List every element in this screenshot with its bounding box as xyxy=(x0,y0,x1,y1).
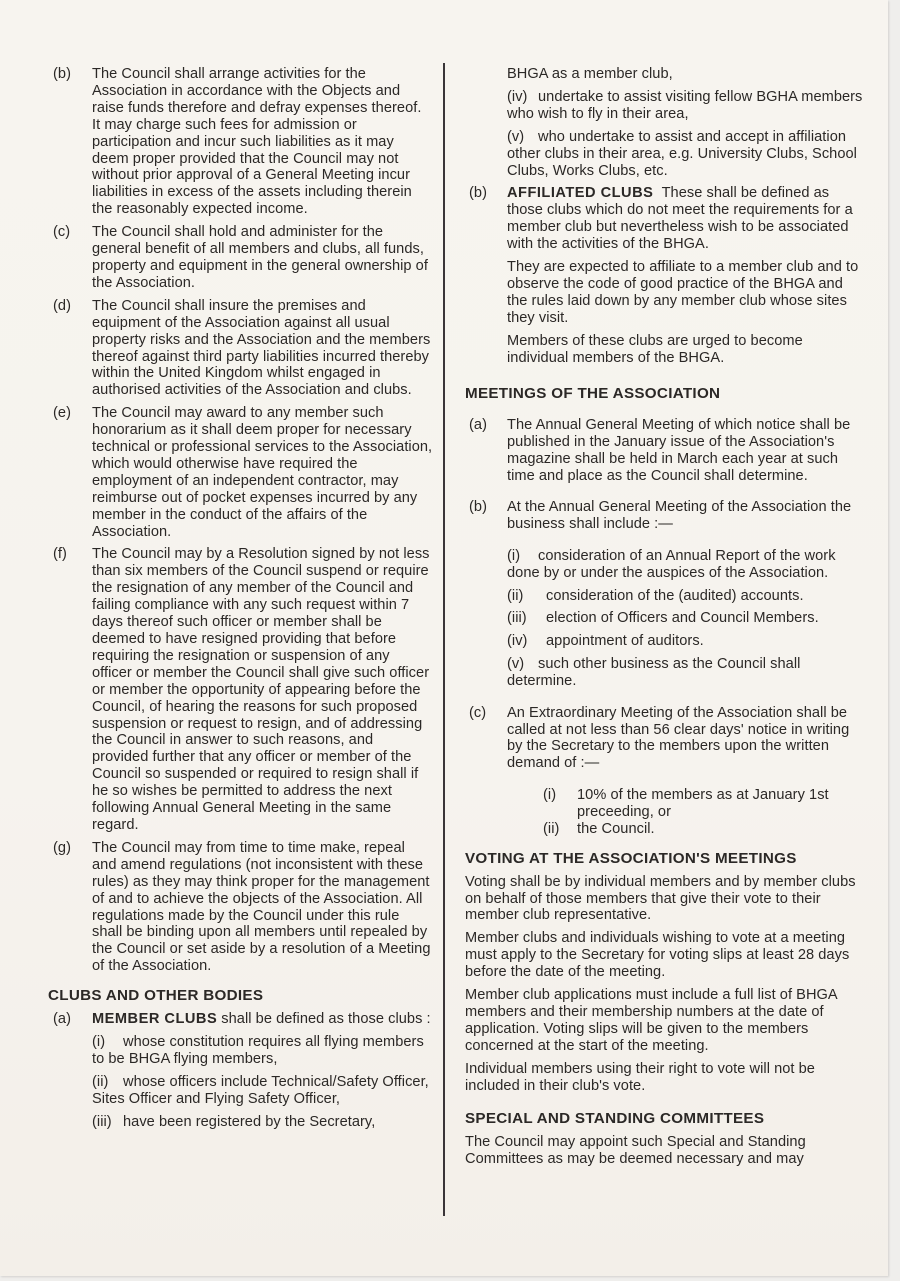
clause-text: The Council shall insure the premises and equipment of the Association against all usual property risks and the Association and the members thereof against third party liabilities incurred thereby within the United Kingdom whilst engaged in authorised activities of the Association and clubs. xyxy=(92,297,431,399)
meeting-clause-a xyxy=(465,417,865,485)
affiliated-paragraph: Members of these clubs are urged to become individual members of the BHGA. xyxy=(507,332,803,366)
clause-text: The Council may award to any member such honorarium as it shall deem proper for necessary technical or professional services to the Association, which would otherwise have required the employment of an independent contractor, may reimburse out of pocket expenses incurred by any member in the conduct of the affairs of the Association. xyxy=(92,405,433,540)
list-item xyxy=(507,610,865,627)
right-column xyxy=(465,66,865,1174)
subitem-number: (ii) xyxy=(507,587,524,604)
clause-label: (c) xyxy=(53,224,71,241)
clause-text: The Council may from time to time make, repeal and amend regulations (not inconsistent with these rules) as they may think proper for the management of and to achieve the objects of the Association. All regulations made by the Council under this rule shall be binding upon all members until repealed by the Council or set aside by a resolution of a Meeting of the Association. xyxy=(92,839,431,975)
council-clause-f xyxy=(53,546,433,833)
clause-text: These shall be defined as those clubs which do not meet the requirements for a member club but nevertheless wish to be associated with the activities of the BHGA. xyxy=(507,185,853,253)
column-divider xyxy=(443,63,445,1216)
subitem-text: undertake to assist visiting fellow BGHA members who wish to fly in their area, xyxy=(507,88,863,122)
member-clubs-continued xyxy=(465,66,865,179)
subitem-number: (v) xyxy=(507,128,525,145)
clause-text: shall be defined as those clubs : xyxy=(217,1011,431,1028)
clause-lead: MEMBER CLUBS xyxy=(92,1011,218,1028)
list-item xyxy=(543,787,865,821)
left-column xyxy=(48,66,433,1137)
affiliated-clubs-clause xyxy=(465,185,865,366)
council-clause-c xyxy=(53,224,433,292)
clause-label: (b) xyxy=(469,499,487,516)
council-clause-e xyxy=(53,405,433,540)
section-heading-committees: SPECIAL AND STANDING COMMITTEES xyxy=(465,1110,765,1128)
subitem-number: (i) xyxy=(507,547,521,564)
subitem-number: (i) xyxy=(543,786,557,803)
clause-text: At the Annual General Meeting of the Association the business shall include :— xyxy=(507,499,852,533)
subitem-text: such other business as the Council shall determine. xyxy=(507,656,801,690)
list-item xyxy=(507,129,865,180)
subitem-text: consideration of an Annual Report of the work done by or under the auspices of the Association. xyxy=(507,547,836,581)
voting-paragraph: Voting shall be by individual members and by member clubs on behalf of those members that give their vote to their member club representative. xyxy=(465,873,856,924)
list-item xyxy=(507,588,865,605)
member-clubs-clause xyxy=(53,1011,433,1130)
subitem-number: (iii) xyxy=(507,610,527,627)
subitem-number: (v) xyxy=(507,656,525,673)
clause-label: (d) xyxy=(53,297,71,314)
affiliated-paragraph: They are expected to affiliate to a member club and to observe the code of good practice of the BHGA and the rules laid down by any member club whose sites they visit. xyxy=(507,259,859,326)
voting-paragraph: Individual members using their right to vote will not be included in their club's vote. xyxy=(465,1060,815,1094)
extraordinary-demand-list xyxy=(507,787,865,838)
subitem-text: who undertake to assist and accept in affiliation other clubs in their area, e.g. University Clubs, School Clubs, Works Clubs, etc. xyxy=(507,128,857,179)
subitem-text: have been registered by the Secretary, xyxy=(123,1113,376,1130)
list-item xyxy=(507,548,865,582)
subitem-text: election of Officers and Council Members. xyxy=(546,610,819,627)
agm-business-list xyxy=(507,548,865,690)
section-heading-voting: VOTING AT THE ASSOCIATION'S MEETINGS xyxy=(465,849,797,867)
clause-text: The Council may by a Resolution signed by not less than six members of the Council suspend or require the resignation of any member of the Council and failing compliance with any such request within 7 days thereof such officer or member shall be deemed to have resigned providing that before requiring the resignation or suspension of any officer or member the Council shall give such officer or member the opportunity of appearing before the Council, of hearing the reasons for such proposed suspension or request to resign, and of addressing the Council in answer to such reasons, and provided further that any officer or member of the Council so suspended or required to resign shall if he so wishes be permitted to address the next following Annual General Meeting in the same regard. xyxy=(92,546,430,833)
subitem-number: (iii) xyxy=(92,1113,112,1130)
subitem-number: (i) xyxy=(92,1034,106,1051)
clause-label: (e) xyxy=(53,405,71,422)
clause-label: (a) xyxy=(53,1011,71,1028)
council-clause-d xyxy=(53,298,433,399)
subitem-text: appointment of auditors. xyxy=(546,633,704,650)
list-item xyxy=(507,656,865,690)
voting-paragraph: Member club applications must include a full list of BHGA members and their membership numbers at the date of application. Voting slips will be given to the members concerned at the start of the meeting. xyxy=(465,987,837,1054)
council-clause-g xyxy=(53,840,433,975)
section-heading-meetings: MEETINGS OF THE ASSOCIATION xyxy=(465,384,721,402)
clause-label: (f) xyxy=(53,546,67,563)
clause-text: The Council shall arrange activities for the Association in accordance with the Objects and raise funds therefore and defray expenses thereof. It may charge such fees for admission or participation and incur such liabilities as it may deem proper provided that the Council may not without prior approval of a General Meeting incur liabilities in excess of the assets including therein the reasonably expected income. xyxy=(92,66,422,218)
clause-label: (c) xyxy=(469,704,487,721)
meeting-clause-c xyxy=(465,705,865,838)
clause-lead: AFFILIATED CLUBS xyxy=(507,185,654,202)
council-clause-b xyxy=(53,66,433,218)
subitem-number: (ii) xyxy=(92,1073,109,1090)
list-item xyxy=(92,1074,433,1108)
clause-label: (a) xyxy=(469,417,487,434)
clause-label: (b) xyxy=(53,66,71,82)
voting-paragraph: Member clubs and individuals wishing to vote at a meeting must apply to the Secretary for voting slips at least 28 days before the date of the meeting. xyxy=(465,930,850,981)
list-item xyxy=(507,633,865,650)
subitem-text: 10% of the members as at January 1st preceeding, or xyxy=(577,786,829,820)
continuation-text: BHGA as a member club, xyxy=(507,66,673,82)
clause-text: The Annual General Meeting of which notice shall be published in the January issue of the Association's magazine shall be held in March each year at such time and place as the Council shall determine. xyxy=(507,417,851,484)
list-item xyxy=(92,1114,433,1131)
list-item xyxy=(92,1034,433,1068)
subitem-number: (iv) xyxy=(507,633,528,650)
committees-paragraph: The Council may appoint such Special and Standing Committees as may be deemed necessary and may xyxy=(465,1134,806,1168)
subitem-text: the Council. xyxy=(577,820,655,837)
section-heading-clubs: CLUBS AND OTHER BODIES xyxy=(48,987,264,1005)
subitem-number: (ii) xyxy=(543,820,560,837)
list-item xyxy=(543,821,865,838)
member-clubs-subitems xyxy=(92,1034,433,1131)
subitem-text: whose officers include Technical/Safety Officer, Sites Officer and Flying Safety Officer, xyxy=(92,1073,429,1107)
meeting-clause-b xyxy=(465,499,865,690)
list-item xyxy=(507,89,865,123)
clause-label: (g) xyxy=(53,839,71,856)
clause-label: (b) xyxy=(469,185,487,202)
subitem-text: whose constitution requires all flying members to be BHGA flying members, xyxy=(92,1034,424,1067)
clause-text: An Extraordinary Meeting of the Association shall be called at not less than 56 clear days' notice in writing by the Secretary to the members upon the written demand of :— xyxy=(507,704,850,772)
subitem-text: consideration of the (audited) accounts. xyxy=(546,587,804,604)
clause-text: The Council shall hold and administer for the general benefit of all members and clubs, all funds, property and equipment in the general ownership of the Association. xyxy=(92,224,428,291)
subitem-number: (iv) xyxy=(507,88,528,105)
